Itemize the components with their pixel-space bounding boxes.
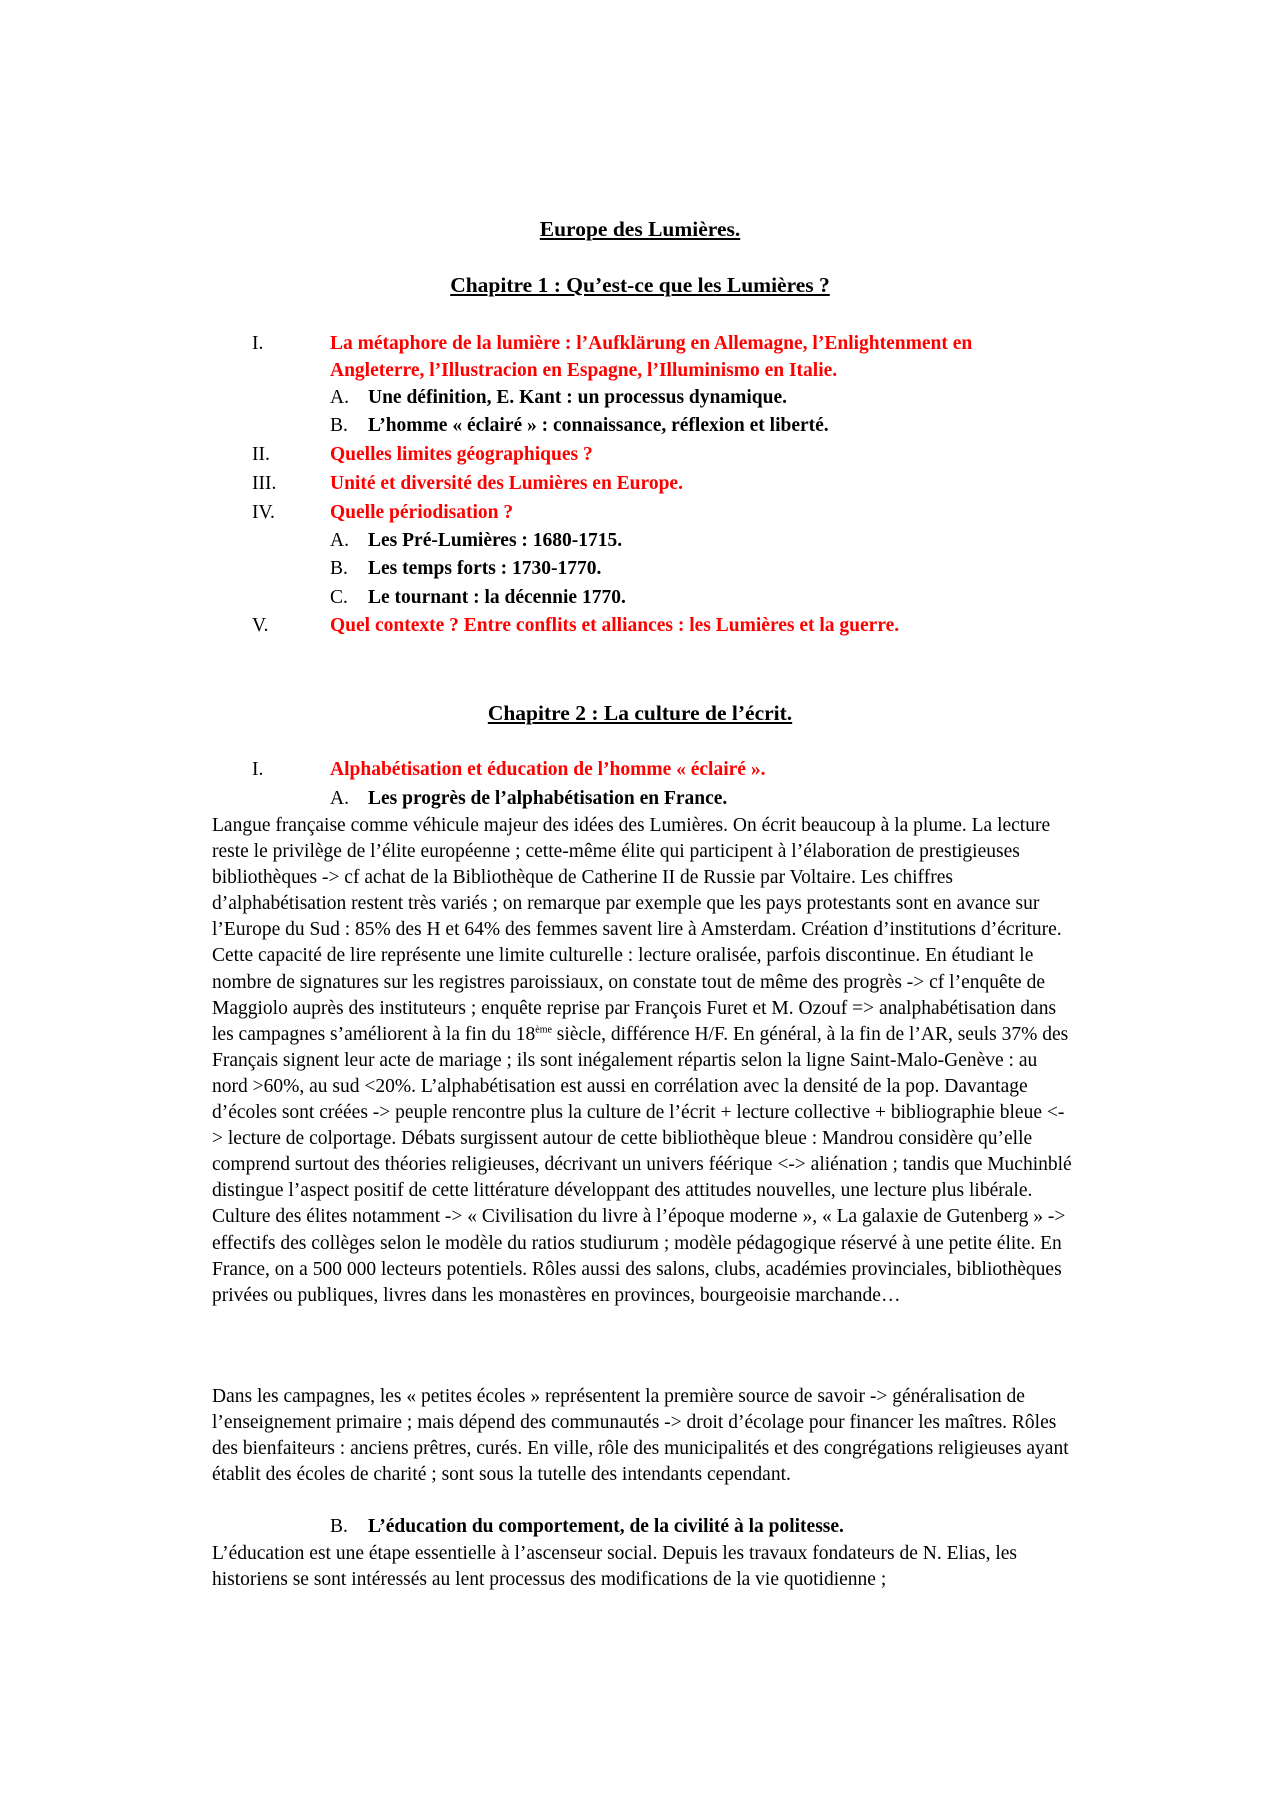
outline-number: A. xyxy=(330,530,349,551)
outline-subheading: Le tournant : la décennie 1770. xyxy=(368,587,626,608)
outline-heading: Quelle périodisation ? xyxy=(330,502,514,523)
outline-heading: Alphabétisation et éducation de l’homme « éclairé ». xyxy=(330,759,766,780)
outline-subheading: Une définition, E. Kant : un processus dynamique. xyxy=(368,387,787,408)
outline-subheading: Les Pré-Lumières : 1680-1715. xyxy=(368,530,623,551)
outline-heading: Quel contexte ? Entre conflits et alliances : les Lumières et la guerre. xyxy=(330,615,900,636)
outline-number: IV. xyxy=(252,502,275,523)
outline-heading: La métaphore de la lumière : l’Aufklärung en Allemagne, l’Enlightenment en Angleterre, l’Illustracion en Espagne, l’Illuminismo en Italie. xyxy=(330,333,973,381)
outline-number: B. xyxy=(330,1516,348,1537)
paragraph-text: siècle, différence H/F. En général, à la fin de l’AR, seuls 37% des Français signent leur acte de mariage ; ils sont inégalement répartis selon la ligne Saint-Malo-Genève : au nord >60%, au sud <20%. L’alphabétisation est aussi en corrélation avec la densité de la pop. Davantage d’écoles sont créées -> peuple rencontre plus la culture de l’écrit + lecture collective + bibliographie bleue <-> lecture de colportage. Débats surgissent autour de cette bibliothèque bleue : Mandrou considère qu’elle comprend surtout des théories religieuses, décrivant un univers féérique <-> aliénation ; tandis que Muchinblé distingue l’aspect positif de cette littérature développant des attitudes nouvelles, une lecture plus libérale. Culture des élites notamment -> « Civilisation du livre à l’époque moderne », « La galaxie de Gutenberg » -> effectifs des collèges selon le modèle du ratios studiurum ; modèle pédagogique réservé à une petite élite. En France, on a 500 000 lecteurs potentiels. Rôles aussi des salons, clubs, académies provinciales, bibliothèques privées ou publiques, livres dans les monastères en provinces, bourgeoisie marchande… xyxy=(212,1023,1072,1306)
outline-heading: Quelles limites géographiques ? xyxy=(330,444,593,465)
body-paragraph xyxy=(212,813,1074,1309)
outline-subheading: Les progrès de l’alphabétisation en France. xyxy=(368,788,728,809)
superscript: ème xyxy=(535,1024,552,1036)
body-paragraph: L’éducation est une étape essentielle à l’ascenseur social. Depuis les travaux fondateurs de N. Elias, les historiens se sont intéressés au lent processus des modifications de la vie quotidienne ; xyxy=(212,1543,1017,1591)
outline-number: B. xyxy=(330,415,348,436)
outline-number: I. xyxy=(252,759,264,780)
paragraph-text: Langue française comme véhicule majeur des idées des Lumières. On écrit beaucoup à la plume. La lecture reste le privilège de l’élite européenne ; cette-même élite qui participent à l’élaboration de prestigieuses bibliothèques -> cf achat de la Bibliothèque de Catherine II de Russie par Voltaire. Les chiffres d’alphabétisation restent très variés ; on remarque par exemple que les pays protestants sont en avance sur l’Europe du Sud : 85% des H et 64% des femmes savent lire à Amsterdam. Création d’institutions d’écriture. Cette capacité de lire représente une limite culturelle : lecture oralisée, parfois discontinue. En étudiant le nombre de signatures sur les registres paroissiaux, on constate tout de même des progrès -> cf l’enquête de Maggiolo auprès des instituteurs ; enquête reprise par François Furet et M. Ozouf => analphabétisation dans les campagnes s’améliorent à la fin du 18 xyxy=(212,815,1062,1045)
outline-number: B. xyxy=(330,558,348,579)
outline-number: I. xyxy=(252,333,264,354)
document-title: Europe des Lumières. xyxy=(539,217,741,241)
outline-number: C. xyxy=(330,587,348,608)
chapter1-heading: Chapitre 1 : Qu’est-ce que les Lumières ? xyxy=(450,273,830,297)
outline-subheading: Les temps forts : 1730-1770. xyxy=(368,558,602,579)
outline-number: A. xyxy=(330,788,349,809)
outline-number: V. xyxy=(252,615,269,636)
outline-number: II. xyxy=(252,444,270,465)
outline-heading: Unité et diversité des Lumières en Europe. xyxy=(330,473,683,494)
outline-subheading: L’éducation du comportement, de la civilité à la politesse. xyxy=(368,1516,844,1537)
outline-number: III. xyxy=(252,473,277,494)
body-paragraph: Dans les campagnes, les « petites écoles » représentent la première source de savoir -> généralisation de l’enseignement primaire ; mais dépend des communautés -> droit d’écolage pour financer les maîtres. Rôles des bienfaiteurs : anciens prêtres, curés. En ville, rôle des municipalités et des congrégations religieuses ayant établit des écoles de charité ; sont sous la tutelle des intendants cependant. xyxy=(212,1386,1069,1486)
outline-number: A. xyxy=(330,387,349,408)
outline-subheading: L’homme « éclairé » : connaissance, réflexion et liberté. xyxy=(368,415,829,436)
chapter2-heading: Chapitre 2 : La culture de l’écrit. xyxy=(487,701,793,725)
